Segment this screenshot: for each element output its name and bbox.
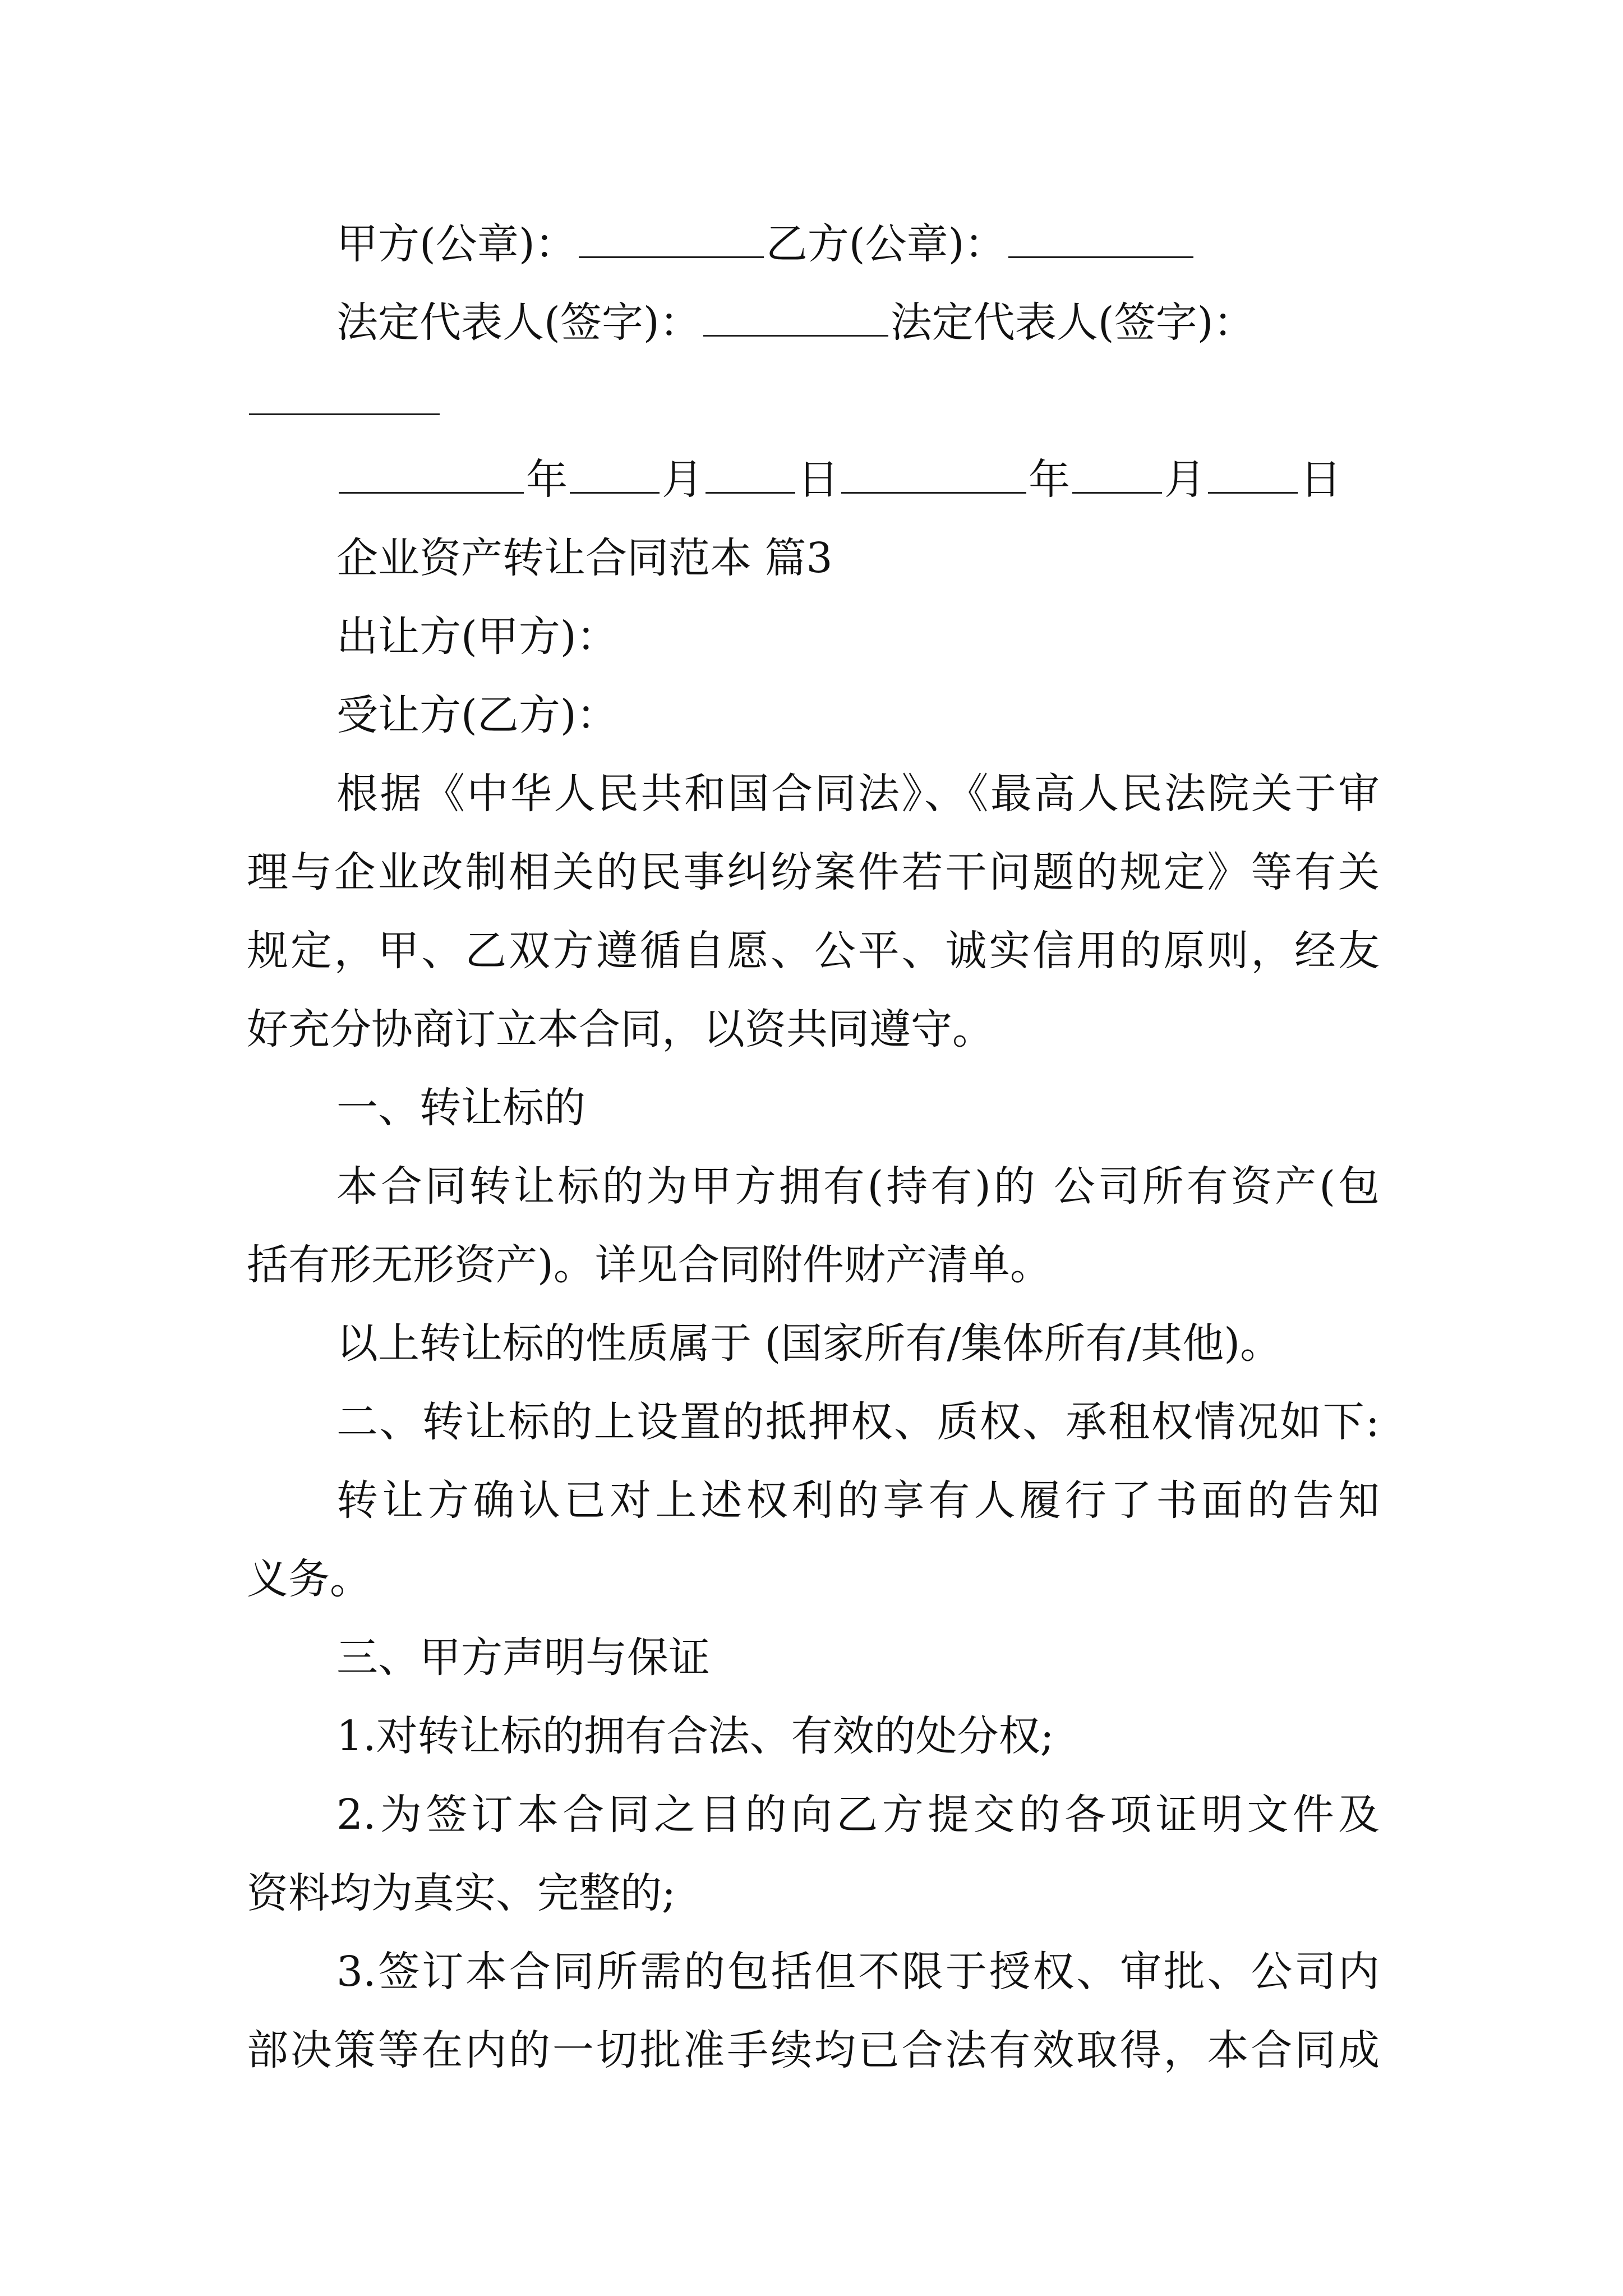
legal-rep-b-label: 法定代表人(签字)：: [890, 298, 1255, 347]
clause2-heading: 二、转让标的上设置的抵押权、质权、承租权情况如下:: [336, 1398, 1380, 1446]
day-a-label: 日: [797, 455, 839, 504]
party-a-seal-label: 甲方(公章)：: [336, 220, 577, 268]
preamble-line-3: 规定，甲、乙双方遵循自愿、公平、诚实信用的原则，经友: [247, 927, 1380, 975]
legal-rep-b-blank-row: [247, 362, 471, 440]
legal-rep-a-label: 法定代表人(签字)：: [336, 298, 701, 347]
year-b-blank: [841, 470, 1026, 494]
month-a-label: 月: [662, 455, 703, 504]
year-a-blank: [339, 470, 524, 494]
clause3-heading: 三、甲方声明与保证: [336, 1634, 710, 1682]
legal-rep-b-blank: [249, 391, 440, 415]
clause3-item-3-line-1: 3.签订本合同所需的包括但不限于授权、审批、公司内: [336, 1948, 1380, 1996]
legal-rep-a-blank: [703, 312, 888, 337]
clause3-item-2-line-2: 资料均为真实、完整的;: [247, 1869, 676, 1917]
month-b-label: 月: [1164, 455, 1206, 504]
date-row: [336, 440, 1458, 519]
party-b-seal-blank: [1008, 234, 1193, 258]
preamble-line-2: 理与企业改制相关的民事纠纷案件若干问题的规定》等有关: [247, 848, 1380, 896]
clause1-nature: 以上转让标的性质属于 (国家所有/集体所有/其他)。: [336, 1319, 1282, 1368]
transferor-label: 出让方(甲方)：: [336, 613, 618, 661]
clause3-item-1: 1.对转让标的拥有合法、有效的处分权;: [336, 1712, 1054, 1760]
year-b-label: 年: [1029, 455, 1070, 504]
clause2-body-line-2: 义务。: [247, 1555, 371, 1603]
preamble-line-1: 根据《中华人民共和国合同法》、《最高人民法院关于审: [336, 770, 1380, 818]
section-title: 企业资产转让合同范本 篇3: [336, 534, 833, 582]
party-b-seal-label: 乙方(公章)：: [766, 220, 1006, 268]
month-a-blank: [570, 470, 660, 494]
clause1-heading: 一、转让标的: [336, 1084, 585, 1132]
day-b-blank: [1208, 470, 1298, 494]
transferee-label: 受让方(乙方)：: [336, 691, 618, 739]
preamble-line-4: 好充分协商订立本合同，以资共同遵守。: [247, 1005, 994, 1053]
month-b-blank: [1072, 470, 1162, 494]
legal-rep-row: [336, 283, 1458, 362]
day-a-blank: [706, 470, 795, 494]
day-b-label: 日: [1300, 455, 1341, 504]
clause3-item-3-line-2: 部决策等在内的一切批准手续均已合法有效取得，本合同成: [247, 2026, 1380, 2074]
clause3-item-2-line-1: 2.为签订本合同之目的向乙方提交的各项证明文件及: [336, 1791, 1380, 1839]
year-a-label: 年: [526, 455, 568, 504]
clause1-body-line-2: 括有形无形资产)。详见合同附件财产清单。: [247, 1241, 1052, 1289]
clause2-body-line-1: 转让方确认已对上述权利的享有人履行了书面的告知: [336, 1476, 1380, 1525]
party-a-seal-blank: [579, 234, 764, 258]
clause1-body-line-1: 本合同转让标的为甲方拥有(持有)的 公司所有资产(包: [336, 1162, 1380, 1211]
seal-row: [336, 205, 1458, 283]
